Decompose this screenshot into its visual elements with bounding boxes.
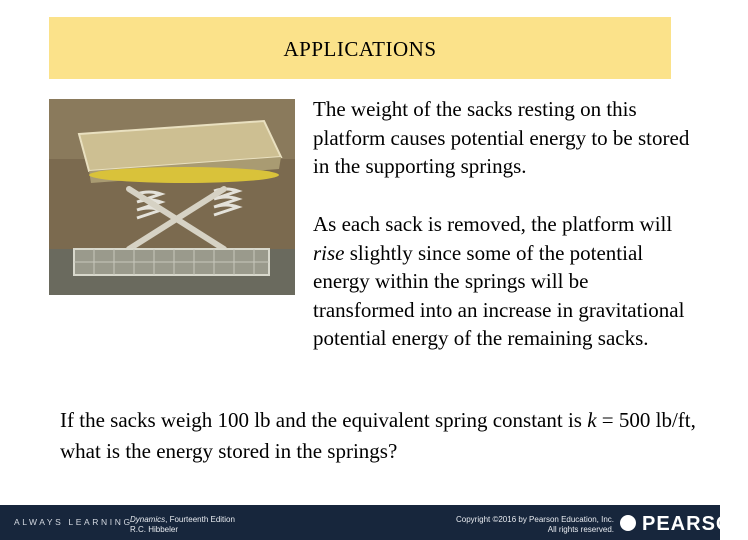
paragraph-platform-rise: [313, 210, 693, 353]
author: R.C. Hibbeler: [130, 524, 179, 534]
question-text: [60, 405, 700, 467]
copyright-line2: All rights reserved.: [547, 524, 614, 534]
book-edition: , Fourteenth Edition: [165, 515, 235, 524]
slide-title: APPLICATIONS: [283, 37, 437, 61]
platform-photo: [49, 99, 295, 295]
variable-k: k: [587, 408, 597, 432]
brand-tagline: ALWAYS LEARNING: [14, 517, 133, 527]
paragraph-part: slightly since some of the potential energy within the springs will be transformed into an increase in gravitational potential energy of the remaining sacks.: [313, 240, 685, 350]
pearson-logo-mark-icon: [620, 515, 636, 531]
paragraph-part: As each sack is removed, the platform will: [313, 212, 673, 236]
question-part: If the sacks weigh 100 lb and the equivalent spring constant is: [60, 408, 588, 432]
copyright-line1: Copyright ©2016 by Pearson Education, Inc.: [456, 515, 614, 524]
paragraph-springs: The weight of the sacks resting on this platform causes potential energy to be stored in the supporting springs.: [313, 97, 690, 178]
copyright: [456, 515, 614, 534]
pearson-logo: [620, 512, 748, 535]
title-bar: [49, 17, 671, 79]
question-part: = 500 lb/ft, what is the energy stored in the springs?: [60, 408, 696, 463]
book-title: Dynamics: [130, 515, 166, 524]
book-info: [130, 515, 235, 534]
emphasis-rise: rise: [313, 240, 345, 265]
footer-bar: [0, 505, 748, 540]
pearson-logo-text: PEARSON: [642, 513, 748, 535]
